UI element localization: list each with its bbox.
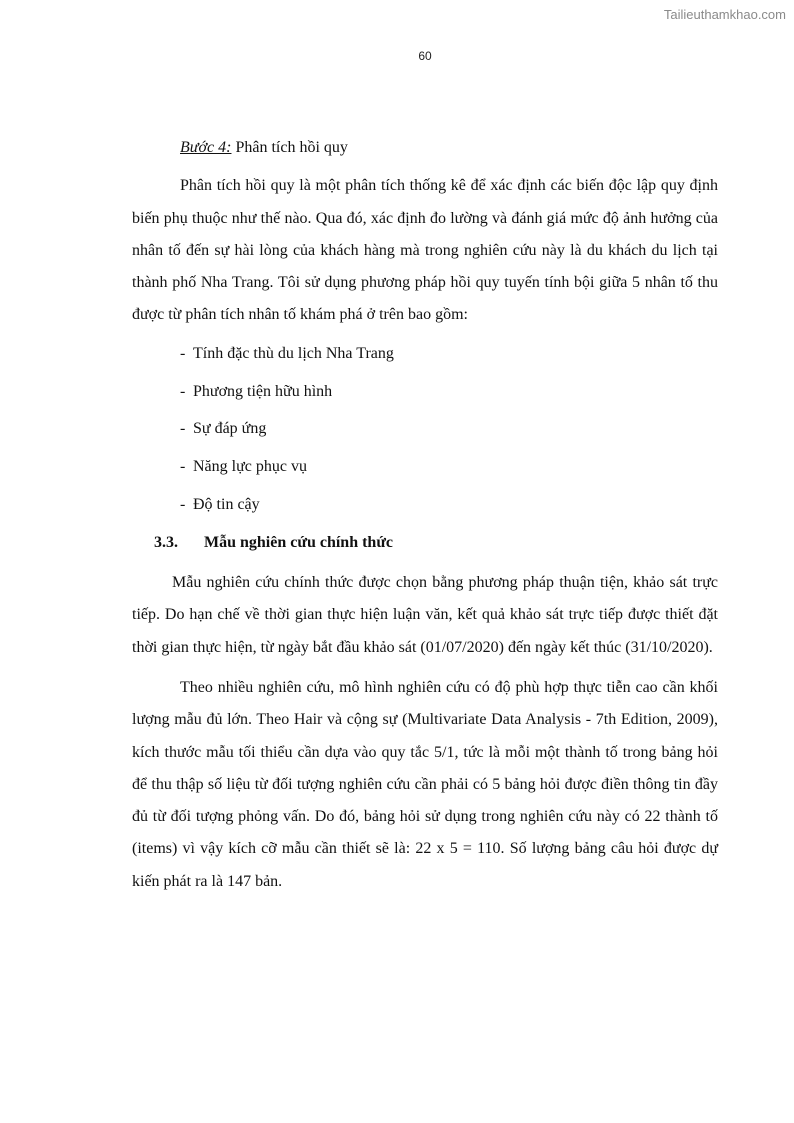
section-heading [154,527,718,559]
factor-list [132,338,718,521]
step-4-title: Phân tích hồi quy [231,139,348,156]
document-body [132,132,718,898]
list-item: - Sự đáp ứng [180,420,267,438]
sample-paragraph: Mẫu nghiên cứu chính thức được chọn bằng phương pháp thuận tiện, khảo sát trực tiếp. Do hạn chế về thời gian thực hiện luận văn, kết quả khảo sát trực tiếp được thiết đặt thời gian thực hiện, từ ngày bắt đầu khảo sát (01/07/2020) đến ngày kết thúc (31/10/2020). [132,574,718,656]
watermark: Tailieuthamkhao.com [663,7,786,22]
section-number: 3.3. [154,533,178,551]
list-item: - Tính đặc thù du lịch Nha Trang [180,344,394,362]
section-title: Mẫu nghiên cứu chính thức [204,533,394,551]
list-item: - Độ tin cậy [180,495,260,513]
sample-size-paragraph: Theo nhiều nghiên cứu, mô hình nghiên cứu có độ phù hợp thực tiễn cao cần khối lượng mẫu đủ lớn. Theo Hair và cộng sự (Multivariate Data Analysis - 7th Edition, 2009), kích thước mẫu tối thiểu cần dựa vào quy tắc 5/1, tức là mỗi một thành tố trong bảng hỏi để thu thập số liệu từ đối tượng nghiên cứu cần phải có 5 bảng hỏi được điền thông tin đầy đủ từ đối tượng phỏng vấn. Do đó, bảng hỏi sử dụng trong nghiên cứu này có 22 thành tố (items) vì vậy kích cỡ mẫu cần thiết sẽ là: 22 x 5 = 110. Số lượng bảng câu hỏi được dự kiến phát ra là 147 bản. [132,678,718,890]
list-item: - Phương tiện hữu hình [180,382,333,400]
list-item: - Năng lực phục vụ [180,458,307,476]
page-number: 60 [418,49,432,63]
step-4-label: Bước 4: [180,139,232,156]
step-4-heading [132,132,718,164]
regression-paragraph: Phân tích hồi quy là một phân tích thống kê để xác định các biến độc lập quy định biến phụ thuộc như thế nào. Qua đó, xác định đo lường và đánh giá mức độ ảnh hưởng của nhân tố đến sự hài lòng của khách hàng mà trong nghiên cứu này là du khách du lịch tại thành phố Nha Trang. Tôi sử dụng phương pháp hồi quy tuyến tính bội giữa 5 nhân tố thu được từ phân tích nhân tố khám phá ở trên bao gồm: [132,177,718,324]
